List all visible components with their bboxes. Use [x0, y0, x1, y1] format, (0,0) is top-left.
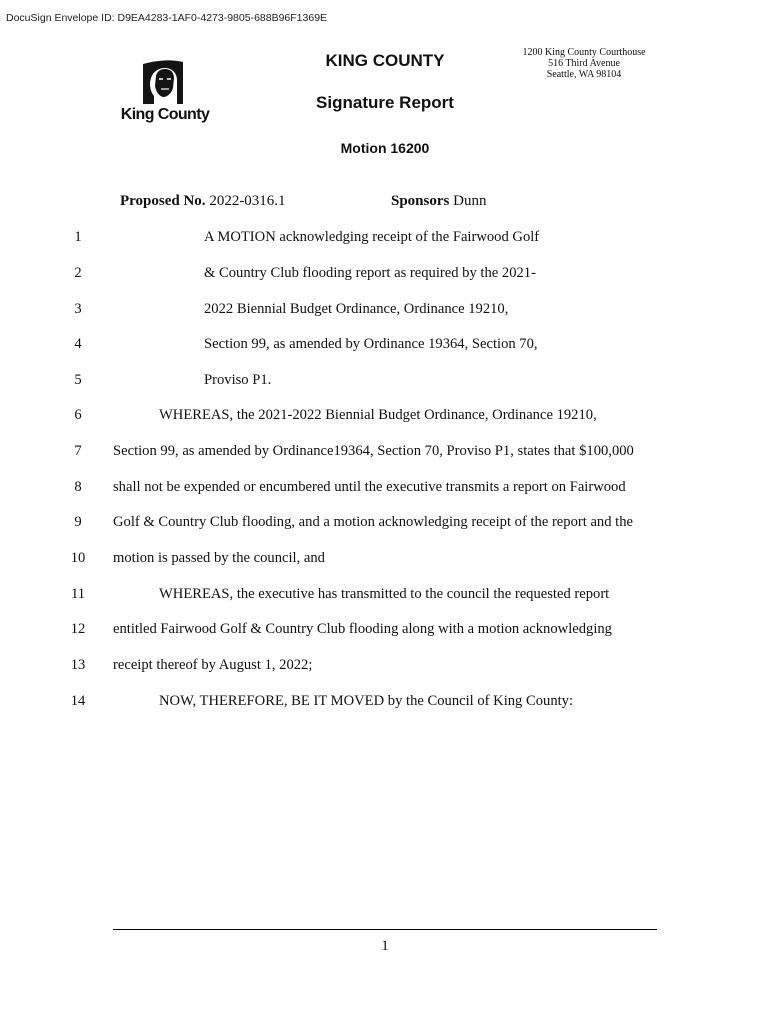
numbered-line	[0, 407, 770, 429]
sponsors-label: Sponsors	[391, 193, 450, 209]
line-text: Section 99, as amended by Ordinance19364, Section 70, Proviso P1, states that $100,000	[113, 443, 634, 459]
line-number: 10	[70, 550, 86, 566]
sponsors	[391, 193, 486, 210]
logo-wordmark: King County	[120, 106, 210, 123]
numbered-line	[0, 336, 770, 358]
line-number: 5	[74, 372, 82, 388]
line-text: Section 99, as amended by Ordinance 19364, Section 70,	[204, 336, 538, 352]
line-number: 11	[70, 586, 86, 602]
numbered-line	[0, 621, 770, 643]
line-number: 1	[74, 229, 82, 245]
address-line-2: 516 Third Avenue	[548, 58, 620, 69]
mlk-portrait-icon	[139, 58, 187, 106]
address-line-1: 1200 King County Courthouse	[522, 47, 646, 58]
numbered-line	[0, 657, 770, 679]
line-number: 7	[74, 443, 82, 459]
numbered-line	[0, 301, 770, 323]
numbered-line	[0, 372, 770, 394]
footer-rule	[113, 929, 657, 930]
line-number: 2	[74, 265, 82, 281]
page-number: 1	[381, 938, 389, 954]
numbered-line	[0, 550, 770, 572]
line-number: 4	[74, 336, 82, 352]
line-text: Golf & Country Club flooding, and a motion acknowledging receipt of the report and the	[113, 514, 633, 530]
line-number: 6	[74, 407, 82, 423]
line-text: WHEREAS, the executive has transmitted to the council the requested report	[159, 586, 610, 602]
line-text: NOW, THEREFORE, BE IT MOVED by the Council of King County:	[159, 693, 574, 709]
line-text: & Country Club flooding report as required by the 2021-	[204, 265, 536, 281]
address-line-3: Seattle, WA 98104	[546, 69, 622, 80]
numbered-line	[0, 229, 770, 251]
numbered-line	[0, 265, 770, 287]
numbered-line	[0, 443, 770, 465]
address-block	[500, 47, 668, 80]
line-number: 9	[74, 514, 82, 530]
line-text: Proviso P1.	[204, 372, 272, 388]
numbered-line	[0, 514, 770, 536]
line-text: 2022 Biennial Budget Ordinance, Ordinance 19210,	[204, 301, 509, 317]
line-text: receipt thereof by August 1, 2022;	[113, 657, 313, 673]
proposed-value: 2022-0316.1	[209, 193, 286, 209]
motion-number: Motion 16200	[340, 140, 430, 156]
line-text: motion is passed by the council, and	[113, 550, 325, 566]
line-text: A MOTION acknowledging receipt of the Fairwood Golf	[204, 229, 540, 245]
line-number: 8	[74, 479, 82, 495]
line-number: 12	[70, 621, 86, 637]
king-county-logo	[115, 58, 215, 128]
numbered-line	[0, 693, 770, 715]
report-title: Signature Report	[316, 93, 454, 112]
line-number: 3	[74, 301, 82, 317]
docusign-envelope-id: DocuSign Envelope ID: D9EA4283-1AF0-4273-9805-688B96F1369E	[6, 12, 328, 24]
org-name: KING COUNTY	[325, 51, 445, 70]
line-text: entitled Fairwood Golf & Country Club flooding along with a motion acknowledging	[113, 621, 612, 637]
sponsors-value: Dunn	[453, 193, 487, 209]
line-text: WHEREAS, the 2021-2022 Biennial Budget Ordinance, Ordinance 19210,	[159, 407, 597, 423]
line-number: 14	[70, 693, 86, 709]
line-text: shall not be expended or encumbered until the executive transmits a report on Fairwood	[113, 479, 626, 495]
numbered-line	[0, 586, 770, 608]
proposed-label: Proposed No.	[120, 193, 206, 209]
proposed-number	[120, 193, 286, 210]
line-number: 13	[70, 657, 86, 673]
numbered-line	[0, 479, 770, 501]
